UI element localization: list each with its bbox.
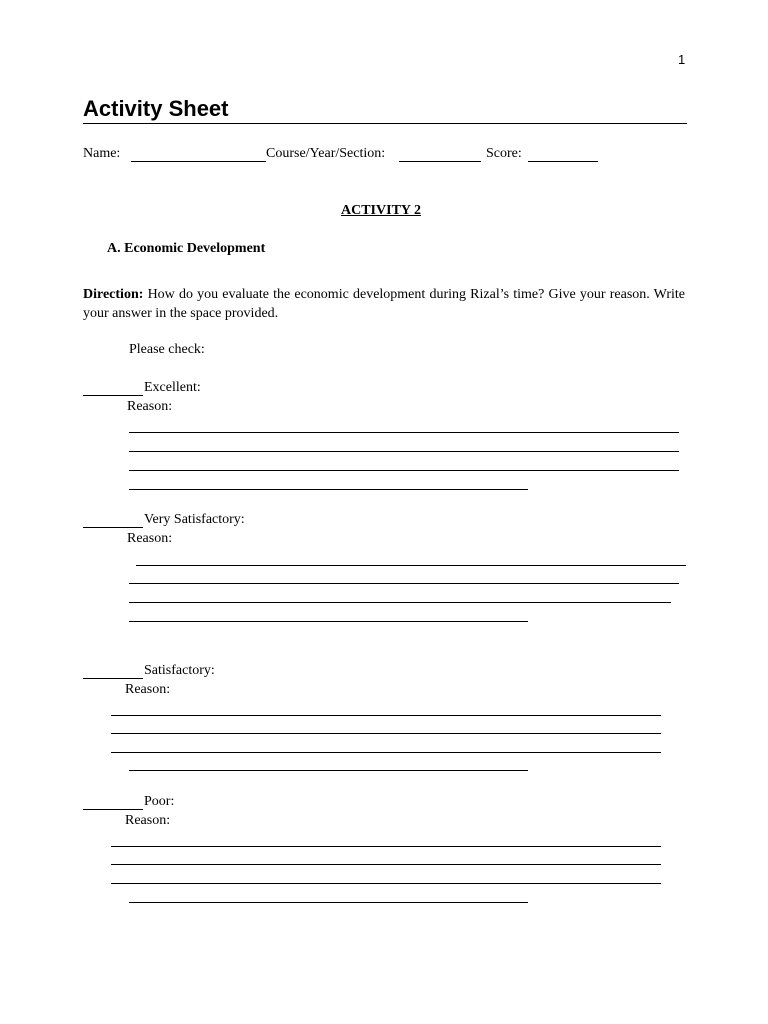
poor-reason-line[interactable] bbox=[129, 902, 528, 903]
very-satisfactory-check-blank[interactable] bbox=[83, 527, 143, 528]
poor-option-label: Poor: bbox=[144, 794, 175, 809]
please-check-label: Please check: bbox=[129, 342, 205, 357]
direction-text: How do you evaluate the economic development during Rizal’s time? Give your reason. Write your answer in the space provided. bbox=[83, 287, 685, 321]
poor-reason-line[interactable] bbox=[111, 846, 661, 847]
excellent-option-label: Excellent: bbox=[144, 380, 201, 395]
title-underline bbox=[83, 123, 687, 124]
very-satisfactory-reason-line[interactable] bbox=[129, 602, 671, 603]
poor-reason-line[interactable] bbox=[111, 864, 661, 865]
excellent-reason-line[interactable] bbox=[129, 432, 679, 433]
satisfactory-reason-line[interactable] bbox=[129, 770, 528, 771]
poor-check-blank[interactable] bbox=[83, 809, 143, 810]
name-blank[interactable] bbox=[131, 161, 266, 162]
score-label: Score: bbox=[486, 146, 522, 161]
very-satisfactory-reason-label: Reason: bbox=[127, 531, 173, 546]
page-title: Activity Sheet bbox=[83, 96, 229, 121]
activity-heading: ACTIVITY 2 bbox=[341, 203, 421, 218]
poor-reason-label: Reason: bbox=[125, 813, 171, 828]
poor-reason-line[interactable] bbox=[111, 883, 661, 884]
very-satisfactory-reason-line[interactable] bbox=[129, 583, 679, 584]
excellent-reason-line[interactable] bbox=[129, 489, 528, 490]
very-satisfactory-option-label: Very Satisfactory: bbox=[144, 512, 245, 527]
excellent-reason-line[interactable] bbox=[129, 470, 679, 471]
score-blank[interactable] bbox=[528, 161, 598, 162]
very-satisfactory-reason-line[interactable] bbox=[129, 621, 528, 622]
excellent-reason-label: Reason: bbox=[127, 399, 173, 414]
satisfactory-reason-line[interactable] bbox=[111, 752, 661, 753]
name-label: Name: bbox=[83, 146, 121, 161]
satisfactory-reason-line[interactable] bbox=[111, 733, 661, 734]
satisfactory-check-blank[interactable] bbox=[83, 678, 143, 679]
direction-paragraph bbox=[83, 285, 685, 323]
excellent-reason-line[interactable] bbox=[129, 451, 679, 452]
satisfactory-option-label: Satisfactory: bbox=[144, 663, 215, 678]
excellent-check-blank[interactable] bbox=[83, 395, 143, 396]
very-satisfactory-reason-line[interactable] bbox=[136, 565, 686, 566]
page-number: 1 bbox=[678, 52, 686, 67]
course-blank[interactable] bbox=[399, 161, 481, 162]
course-label: Course/Year/Section: bbox=[266, 146, 386, 161]
satisfactory-reason-label: Reason: bbox=[125, 682, 171, 697]
satisfactory-reason-line[interactable] bbox=[111, 715, 661, 716]
section-heading: A. Economic Development bbox=[107, 241, 266, 256]
direction-label: Direction: bbox=[83, 287, 144, 302]
